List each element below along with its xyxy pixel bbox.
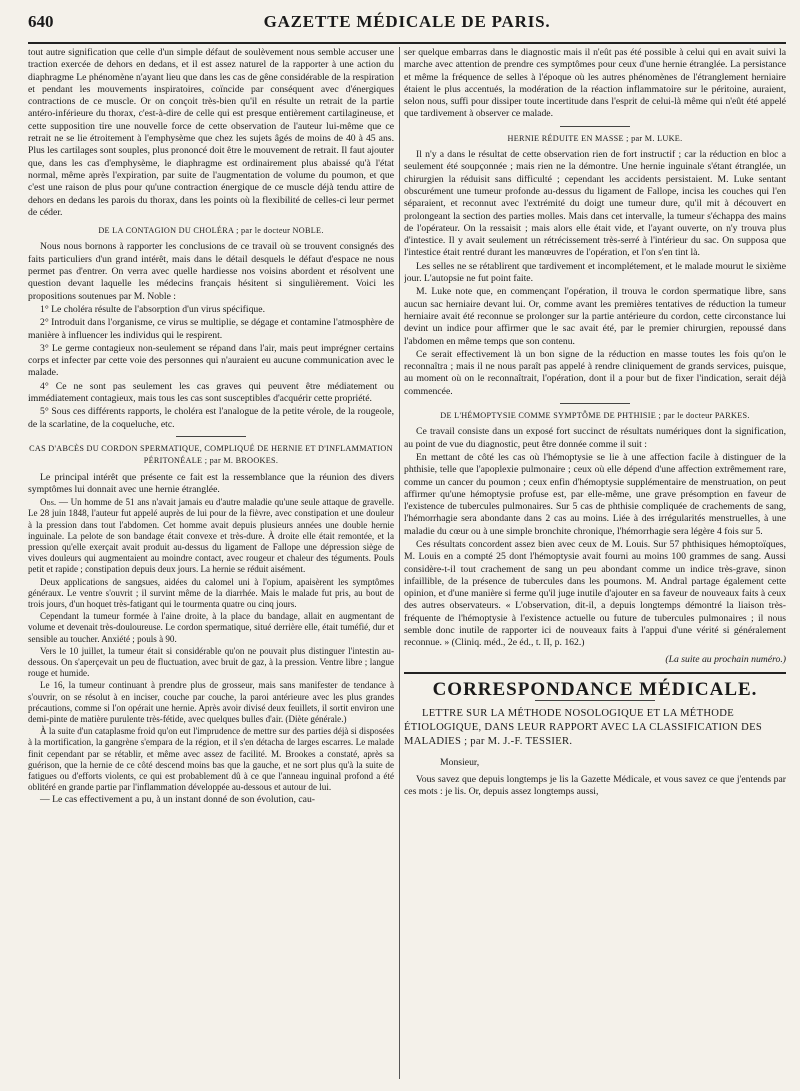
left-column bbox=[28, 47, 394, 1079]
page-number: 640 bbox=[28, 12, 54, 31]
observation-paragraph: À la suite d'un cataplasme froid qu'on eut l'imprudence de mettre sur des parties déjà si disposées à la mortification, la gangrène s'empara de la région, et il s'en détacha de larges escarres. Le malade finit cependant par se rétablir, et même avec assez de facilité. M. Brookes a constaté, après sa guérison, que la hernie de ce côté descend moins bas que la gauche, et ne sort plus qu'à la suite de fatigues ou d'efforts violents, ce qui est probablement dû à ce que l'anneau inguinal profond a été oblitéré en grande partie par l'inflammation développée au-dessous et autour de lui. bbox=[28, 726, 394, 793]
paragraph: Ce serait effectivement là un bon signe de la réduction en masse toutes les fois qu'on le reconnaîtra ; mais il ne nous paraît pas appelé à rendre cliniquement de grands services, puisque, au moment où on le reconnaîtrait, l'opération, dont il a pour but de fixer l'indication, serait déjà commencée. bbox=[404, 348, 786, 397]
paragraph: ser quelque embarras dans le diagnostic mais il n'eût pas été possible à celui qui en avait suivi la marche avec attention de prendre ces symptômes pour ceux d'une hernie étranglée. La persistance et même la fréquence de selles à l'époque où les autres phénomènes de l'étranglement herniaire étaient le plus accentués, la modération de la réaction inflammatoire sur le péritoine, auraient, selon nous, suffi pour dissiper toute incertitude dans l'esprit de celui-là même qui n'eût été appelé que tardivement à observer ce malade. bbox=[404, 47, 786, 120]
paragraph: Ce travail consiste dans un exposé fort succinct de résultats numériques dont la signification, au point de vue du diagnostic, peut être donnée comme il suit : bbox=[404, 426, 786, 450]
observation-label: Obs. bbox=[40, 497, 57, 508]
paragraph: En mettant de côté les cas où l'hémoptysie se lie à une affection facile à distinguer de la phthisie, telle que l'apoplexie pulmonaire ; ceux où elle dépend d'une affection extrêmement rare, comme un cancer du poumon ; ceux enfin d'hémoptysie supplémentaire de menstruation, on peut affirmer qu'une hémoptysie profuse est, par elle-même, une grave présomption en faveur de l'existence de tubercules pulmonaires. Sur 5 cas de phthisie compliquée de crachements de sang, l'hémorrhagie sera abondante dans 2 cas au moins. Liée à des irrégularités menstruelles, à une maladie du cœur ou à une simple bronchite chronique, l'hémorrhagie sera légère 4 fois sur 5. bbox=[404, 451, 786, 537]
paragraph: Il n'y a dans le résultat de cette observation rien de fort instructif ; car la réduction en bloc a seulement été soupçonnée ; mais rien ne la démontre. Une hernie inguinale s'étant étranglée, un chirurgien la réduisit sans difficulté ; cependant les accidents persistaient. M. Luke sentant obscurément une tumeur profonde au-dessus du ligament de Fallope, incisa les couches qui l'en séparaient, et reconnut avec l'extrémité du doigt une tumeur dure, qu'il mit à découvert en prolongeant la section des parties molles. Mais dans cet intervalle, la tumeur s'échappa des mains de l'opérateur. On la ressaisit ; mais alors elle était vide, et l'ayant ouverte, on n'y trouva plus d'intestice. Il y avait seulement un rétrécissement très-serré à l'intérieur du sac. On supposa que l'intestice était rentré durant les manœuvres de l'opération, et l'on s'en tint là. bbox=[404, 149, 786, 259]
observation-paragraph: Cependant la tumeur formée à l'aine droite, à la place du bandage, allait en augmentant de volume et devenait très-douloureuse. Le cordon spermatique, situé derrière elle, était tuméfié, dur et sensible au toucher. Anxiété ; pouls à 90. bbox=[28, 611, 394, 644]
right-column bbox=[404, 47, 786, 1079]
title-rule bbox=[535, 700, 655, 701]
continuation-note: (La suite au prochain numéro.) bbox=[665, 653, 786, 665]
salutation: Monsieur, bbox=[440, 757, 480, 769]
paragraph: tout autre signification que celle d'un simple défaut de soulèvement nous semble accuser une traction exercée de dehors en dedans, et il est assez naturel de la rapporter à une action du diaphragme Le phénomène n'ayant lieu que dans les cas de gêne considérable de la respiration et pendant les mouvements inspiratoires, coïncide par conséquent avec d'énergiques contractions de ce muscle. Or on conçoit très-bien qu'il en résulte un retrait de la partie antéro-inférieure du thorax, c'est-à-dire de celle qui est presque entièrement cartilagineuse, et cette supposition tire une nouvelle force de cette observation de l'auteur lui-même que ce retrait ne se lie étroitement à l'emphysème que chez les sujets âgés de moins de 40 à 45 ans. Plus les cartilages sont souples, plus prononcé doit être le mouvement de retrait. Il faut ajouter que, dans les cas d'emphysème, le diaphragme est ordinairement plus abaissé qu'à l'état normal, même après l'expiration, par suite de l'augmentation de volume du poumon, et que c'est une raison de plus pour qu'une contraction énergique de ce muscle déjà tendu attire de dehors en dedans les parois du thorax, dans les points où la flexibilité de celles-ci leur permet de céder. bbox=[28, 47, 394, 218]
section-title-hemoptysie: DE L'HÉMOPTYSIE COMME SYMPTÔME DE PHTHISIE ; par le docteur PARKES. bbox=[440, 411, 750, 421]
proposition-item: 5° Sous ces différents rapports, le choléra est l'analogue de la petite vérole, de la rougeole, de la scarlatine, de la coqueluche, etc. bbox=[28, 406, 394, 430]
paragraph: Les selles ne se rétablirent que tardivement et incomplétement, et le malade mourut le sixième jour. L'autopsie ne fut point faite. bbox=[404, 260, 786, 285]
journal-title: GAZETTE MÉDICALE DE PARIS. bbox=[263, 12, 551, 31]
letter-title: LETTRE SUR LA MÉTHODE NOSOLOGIQUE ET LA MÉTHODE ÉTIOLOGIQUE, DANS LEUR RAPPORT AVEC LA CLASSIFICATION DES MALADIES ; par M. J.-F. TESSIER. bbox=[404, 708, 763, 748]
proposition-item: 2° Introduit dans l'organisme, ce virus se multiplie, se dégage et contamine l'atmosphère de manière à influencer les individus qui le respirent. bbox=[28, 317, 394, 341]
observation-paragraph bbox=[28, 497, 394, 575]
observation-paragraph: Vers le 10 juillet, la tumeur était si considérable qu'on ne pouvait plus distinguer l'intestin au-dessous. On s'aperçevait un peu de fluctuation, avec bruit de gaz, à la pression. Ventre libre ; langue rouge et humide. bbox=[28, 645, 394, 679]
paragraph: Ces résultats concordent assez bien avec ceux de M. Louis. Sur 57 phthisiques hémoptoïques, M. Louis en a compté 25 dont l'hémoptysie avait fourni au moins 100 grammes de sang. Aussi considère-t-il tout crachement de sang un peu abondant comme un indice très-grave, sinon infaillible, de la présence de tubercules dans les poumons. M. Andral partage également cette opinion, et d'une manière si ferme qu'il juge inutile d'ajouter en sa faveur de nouveaux faits à ceux des autres observateurs. « L'observation, dit-il, a depuis longtemps démontré la liaison très-fréquente de l'hémoptysie à l'existence actuelle ou future de tubercules pulmonaires ; il nous semble donc inutile de rapporter ici de nouveaux faits à l'appui d'une vérité si généralement reconnue. » (Cliniq. méd., 2e éd., t. II, p. 162.) bbox=[404, 538, 786, 649]
section-rule bbox=[176, 436, 246, 437]
paragraph: M. Luke note que, en commençant l'opération, il trouva le cordon spermatique libre, sans aucun sac herniaire devant lui. Or, comme avant les premières tentatives de réduction la tumeur herniaire avait été reconnue se prolonger sur la partie antérieure du cordon, cette circonstance lui devint un indice pour affirmer que le sac avait été, par le premier chirurgien, repoussé dans l'abdomen en même temps que son contenu. bbox=[404, 286, 786, 347]
section-rule bbox=[560, 403, 630, 404]
header-rule bbox=[28, 42, 786, 44]
proposition-item: 1° Le choléra résulte de l'absorption d'un virus spécifique. bbox=[40, 303, 265, 315]
correspondance-title: CORRESPONDANCE MÉDICALE. bbox=[432, 678, 758, 700]
paragraph: Nous nous bornons à rapporter les conclusions de ce travail où se trouvent consignés des faits particuliers d'un grand intérêt, mais dans le détail desquels le défaut d'espace ne nous permet pas d'entrer. On verra avec quelle hardiesse nos voisins abordent et résolvent une question devant laquelle les médecins français hésitent si singulièrement. Voici les propositions soutenues par M. Noble : bbox=[28, 241, 394, 302]
section-title-abces: CAS D'ABCÈS DU CORDON SPERMATIQUE, COMPLIQUÉ DE HERNIE ET D'INFLAMMATION PÉRITONÉALE ; par M. BROOKES. bbox=[29, 443, 393, 466]
paragraph: Le principal intérêt que présente ce fait est la ressemblance que la réunion des divers symptômes lui donnait avec une hernie étranglée. bbox=[28, 471, 394, 495]
observation-paragraph: Deux applications de sangsues, aidées du calomel uni à l'opium, apaisèrent les symptômes généraux. Le ventre s'ouvrit ; il survint même de la diarrhée. Mais le malade fut pris, au bout de trois jours, d'un hoquet très-fatigant qui le tourmenta quatre ou cinq jours. bbox=[28, 576, 394, 609]
section-rule bbox=[560, 126, 630, 127]
section-divider bbox=[404, 672, 786, 674]
proposition-item: 4° Ce ne sont pas seulement les cas graves qui peuvent être médiatement ou immédiatement contagieux, mais tous les cas sont susceptibles d'acquérir cette propriété. bbox=[28, 380, 394, 405]
observation-paragraph: Le 16, la tumeur continuant à prendre plus de grosseur, mais sans manifester de tendance à s'ouvrir, on se résolut à en inciser, couche par couche, la paroi antérieure avec les plus grandes précautions, comme si l'on opérait une hernie. Après avoir divisé deux feuillets, il sortit environ une demi-pinte de matière purulente très-fétide, avec quelques bulles d'air. (Diète générale.) bbox=[28, 680, 394, 724]
observation-text: — Un homme de 51 ans n'avait jamais eu d'autre maladie qu'une seule attaque de gravelle. Le 28 juin 1848, l'auteur fut appelé auprès de lui pour de la fièvre, avec constipation et une douleur à la pression dans tout l'abdomen. Cet homme avait depuis plusieurs années une double hernie inguinale. La pelote de son bandage était convexe et très-dure. À droite elle était remontée, et la pression qu'elle exerçait avait produit au-dessus du ligament de Fallope une dépression siège de vives douleurs qui augmentaient au moindre contact, avec rougeur et chaleur des téguments. Pouls petit et rapide ; constipation depuis deux jours. La hernie se réduit aisément. bbox=[28, 497, 394, 575]
paragraph: — Le cas effectivement a pu, à un instant donné de son évolution, cau- bbox=[40, 794, 316, 806]
section-title-hernie: HERNIE RÉDUITE EN MASSE ; par M. LUKE. bbox=[507, 133, 683, 143]
proposition-item: 3° Le germe contagieux non-seulement se répand dans l'air, mais peut imprégner certains corps et infecter par cette voie des personnes qui n'auraient eu aucune communication avec le malade. bbox=[28, 342, 394, 379]
section-title-cholera: DE LA CONTAGION DU CHOLÉRA ; par le docteur NOBLE. bbox=[98, 226, 324, 236]
paragraph: Vous savez que depuis longtemps je lis la Gazette Médicale, et vous savez ce que j'entends par ces mots : je lis. Or, depuis assez longtemps aussi, bbox=[404, 773, 786, 797]
page-header bbox=[28, 12, 786, 38]
column-divider bbox=[399, 47, 400, 1079]
